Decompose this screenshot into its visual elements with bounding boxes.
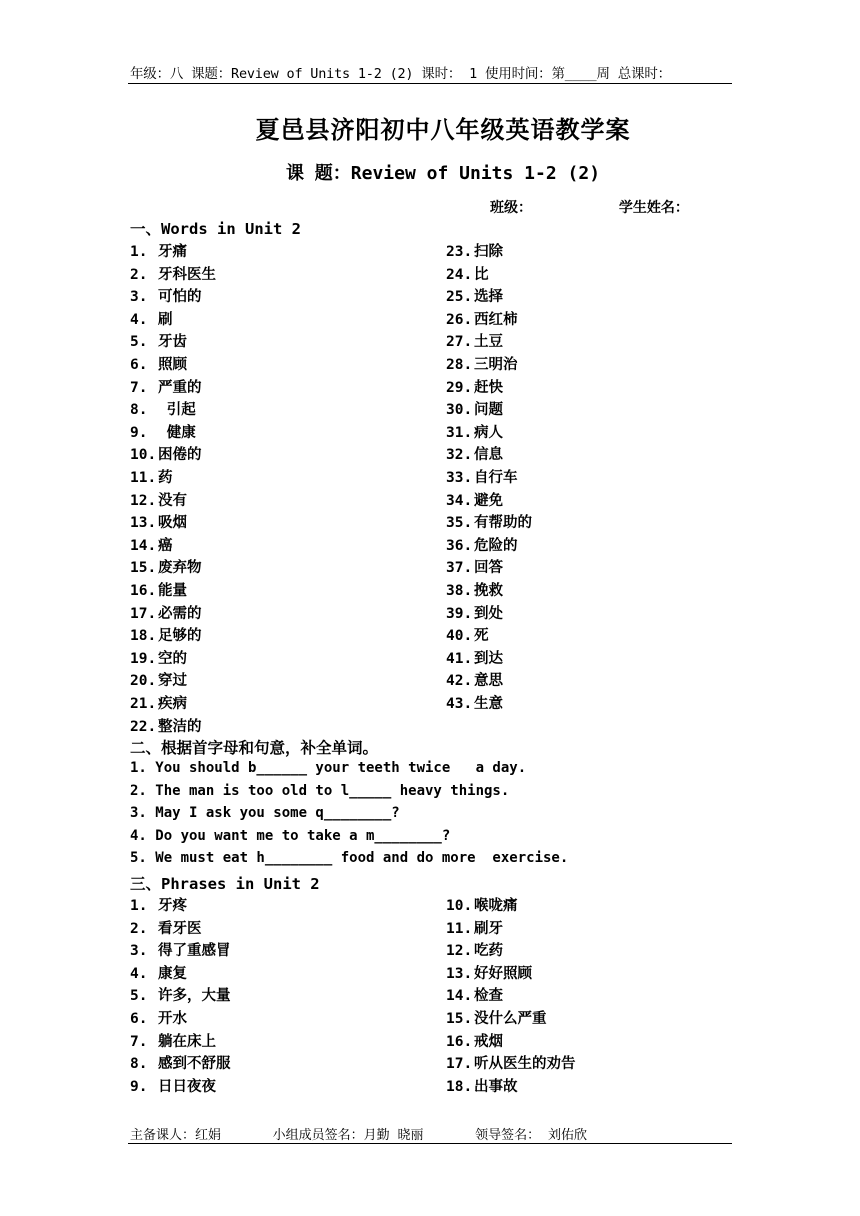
item-text: 危险的 — [474, 537, 518, 554]
list-item — [130, 534, 173, 554]
item-text: 日日夜夜 — [158, 1078, 216, 1095]
item-text: 刷 — [158, 311, 173, 328]
list-item — [130, 917, 202, 937]
footer-divider — [128, 1143, 732, 1144]
item-text: 牙疼 — [158, 898, 187, 914]
item-number: 23. — [446, 244, 473, 260]
list-item — [130, 579, 187, 599]
item-text: 穿过 — [158, 673, 187, 690]
item-text: 回答 — [474, 560, 503, 577]
item-text: 健康 — [158, 424, 196, 441]
item-number: 28. — [446, 357, 473, 373]
list-item — [446, 1007, 547, 1027]
item-number: 9. — [130, 1078, 148, 1095]
item-number: 25. — [446, 289, 473, 306]
item-text: 选择 — [474, 289, 503, 306]
item-text: 牙齿 — [158, 334, 187, 351]
list-item — [446, 398, 503, 418]
list-item — [446, 939, 503, 959]
item-number: 14. — [130, 537, 157, 554]
item-text: 牙痛 — [158, 244, 187, 260]
list-item — [130, 398, 196, 418]
item-text: 赶快 — [474, 379, 503, 396]
item-text: 能量 — [158, 583, 187, 599]
item-text: 癌 — [158, 537, 173, 554]
item-number: 11. — [130, 470, 157, 486]
list-item — [130, 421, 196, 441]
item-text: 牙科医生 — [158, 266, 216, 283]
item-text: 疾病 — [158, 696, 187, 712]
item-number: 1. — [130, 244, 148, 260]
list-item — [130, 376, 202, 396]
item-number: 6. — [130, 357, 148, 373]
item-number: 38. — [446, 583, 473, 599]
item-number: 8. — [130, 1056, 148, 1073]
list-item — [130, 715, 202, 735]
list-item — [130, 353, 187, 373]
class-name-line — [490, 197, 689, 217]
item-number: 3. — [130, 289, 148, 306]
item-text: 三明治 — [474, 357, 518, 373]
item-number: 34. — [446, 492, 473, 509]
item-number: 17. — [446, 1056, 473, 1073]
item-text: 病人 — [474, 424, 503, 441]
item-text: 土豆 — [474, 334, 503, 351]
item-number: 10. — [446, 898, 473, 914]
item-number: 40. — [446, 628, 473, 645]
item-number: 15. — [130, 560, 157, 577]
item-number: 39. — [446, 605, 473, 622]
item-text: 戒烟 — [474, 1033, 503, 1050]
page-footer — [130, 1124, 587, 1143]
item-text: 听从医生的劝告 — [474, 1056, 576, 1073]
item-number: 16. — [130, 583, 157, 599]
list-item — [130, 894, 187, 914]
list-item — [130, 556, 202, 576]
item-number: 42. — [446, 673, 473, 690]
item-number: 29. — [446, 379, 473, 396]
item-number: 26. — [446, 311, 473, 328]
item-number: 43. — [446, 696, 473, 712]
item-number: 11. — [446, 920, 473, 937]
list-item — [130, 263, 216, 283]
student-name-label: 学生姓名： — [618, 200, 689, 216]
list-item — [446, 466, 518, 486]
item-number: 6. — [130, 1011, 148, 1027]
item-number: 37. — [446, 560, 473, 577]
leader-signature: 领导签名： 刘佑欣 — [475, 1128, 587, 1143]
item-number: 2. — [130, 266, 148, 283]
item-number: 15. — [446, 1011, 473, 1027]
item-number: 12. — [446, 943, 473, 960]
list-item — [446, 1030, 503, 1050]
item-text: 死 — [474, 628, 489, 645]
lesson-subtitle: 课 题：Review of Units 1-2 (2) — [285, 163, 601, 184]
item-number: 35. — [446, 515, 473, 532]
list-item — [130, 984, 231, 1004]
list-item — [130, 669, 187, 689]
header-divider — [128, 83, 732, 84]
list-item — [446, 443, 503, 463]
list-item — [130, 443, 202, 463]
fill-in-item: 2. The man is too old to l_____ heavy things. — [130, 782, 510, 799]
item-number: 1. — [130, 898, 148, 914]
item-text: 开水 — [158, 1011, 187, 1027]
list-item — [446, 421, 503, 441]
item-number: 19. — [130, 650, 157, 667]
list-item — [446, 602, 503, 622]
list-item — [446, 894, 518, 914]
item-text: 意思 — [474, 673, 503, 690]
item-text: 到达 — [474, 650, 503, 667]
item-text: 看牙医 — [158, 920, 202, 937]
item-text: 挽救 — [474, 583, 503, 599]
item-number: 9. — [130, 424, 148, 441]
fill-in-item: 3. May I ask you some q________? — [130, 805, 400, 821]
item-number: 10. — [130, 447, 157, 464]
item-number: 7. — [130, 379, 148, 396]
item-number: 4. — [130, 965, 148, 982]
item-text: 生意 — [474, 696, 503, 712]
item-text: 许多，大量 — [158, 988, 231, 1005]
list-item — [130, 285, 202, 305]
item-text: 吃药 — [474, 943, 503, 960]
item-number: 3. — [130, 943, 148, 960]
section-fill-heading: 二、根据首字母和句意，补全单词。 — [130, 739, 379, 757]
preparer-signature: 主备课人：红娟 — [130, 1128, 222, 1143]
section-phrases-heading: 三、Phrases in Unit 2 — [130, 875, 320, 893]
item-text: 喉咙痛 — [474, 898, 518, 914]
list-item — [130, 624, 202, 644]
members-signature: 小组成员签名：月勤 晓丽 — [272, 1128, 424, 1143]
page-header: 年级：八 课题：Review of Units 1-2 (2) 课时： 1 使用时间：第____周 总课时： — [130, 66, 671, 82]
list-item — [446, 917, 503, 937]
item-text: 可怕的 — [158, 289, 202, 306]
item-number: 36. — [446, 537, 473, 554]
item-text: 问题 — [474, 402, 503, 419]
list-item — [130, 647, 187, 667]
list-item — [446, 263, 489, 283]
list-item — [446, 376, 503, 396]
item-number: 7. — [130, 1033, 148, 1050]
item-number: 24. — [446, 266, 473, 283]
item-text: 空的 — [158, 650, 187, 667]
list-item — [130, 602, 202, 622]
list-item — [446, 308, 518, 328]
page-title: 夏邑县济阳初中八年级英语教学案 — [255, 116, 631, 144]
item-text: 检查 — [474, 988, 503, 1005]
fill-in-item: 4. Do you want me to take a m________? — [130, 827, 451, 844]
item-text: 感到不舒服 — [158, 1056, 231, 1073]
item-number: 13. — [446, 965, 473, 982]
list-item — [446, 1075, 518, 1095]
item-text: 废弃物 — [158, 560, 202, 577]
item-number: 31. — [446, 424, 473, 441]
item-text: 得了重感冒 — [158, 943, 231, 960]
list-item — [446, 962, 532, 982]
item-text: 刷牙 — [474, 920, 503, 937]
item-text: 避免 — [474, 492, 503, 509]
item-text: 足够的 — [158, 628, 202, 645]
list-item — [130, 962, 187, 982]
item-number: 18. — [446, 1078, 473, 1095]
item-number: 30. — [446, 402, 473, 419]
item-number: 2. — [130, 920, 148, 937]
item-text: 必需的 — [158, 605, 202, 622]
item-text: 到处 — [474, 605, 503, 622]
list-item — [446, 534, 518, 554]
item-number: 18. — [130, 628, 157, 645]
list-item — [130, 240, 187, 260]
item-text: 扫除 — [474, 244, 503, 260]
list-item — [446, 556, 503, 576]
list-item — [130, 489, 187, 509]
item-text: 康复 — [158, 965, 187, 982]
list-item — [130, 466, 173, 486]
item-number: 12. — [130, 492, 157, 509]
list-item — [446, 285, 503, 305]
item-number: 8. — [130, 402, 148, 419]
item-text: 吸烟 — [158, 515, 187, 532]
item-text: 困倦的 — [158, 447, 202, 464]
item-number: 22. — [130, 718, 157, 735]
list-item — [446, 692, 503, 712]
fill-in-item: 1. You should b______ your teeth twice a day. — [130, 760, 527, 776]
list-item — [446, 647, 503, 667]
list-item — [446, 353, 518, 373]
item-text: 比 — [474, 266, 489, 283]
item-text: 信息 — [474, 447, 503, 464]
item-number: 4. — [130, 311, 148, 328]
item-text: 自行车 — [474, 470, 518, 486]
item-number: 17. — [130, 605, 157, 622]
item-text: 好好照顾 — [474, 965, 532, 982]
class-label: 班级： — [490, 200, 532, 216]
item-text: 药 — [158, 470, 173, 486]
item-number: 16. — [446, 1033, 473, 1050]
list-item — [446, 330, 503, 350]
item-number: 14. — [446, 988, 473, 1005]
list-item — [446, 669, 503, 689]
item-number: 32. — [446, 447, 473, 464]
item-number: 20. — [130, 673, 157, 690]
list-item — [446, 579, 503, 599]
list-item — [130, 939, 231, 959]
item-number: 27. — [446, 334, 473, 351]
item-text: 出事故 — [474, 1078, 518, 1095]
list-item — [130, 692, 187, 712]
item-text: 躺在床上 — [158, 1033, 216, 1050]
item-text: 严重的 — [158, 379, 202, 396]
list-item — [446, 624, 489, 644]
item-text: 没有 — [158, 492, 187, 509]
item-number: 13. — [130, 515, 157, 532]
list-item — [130, 1007, 187, 1027]
list-item — [446, 1052, 576, 1072]
list-item — [446, 240, 503, 260]
item-text: 照顾 — [158, 357, 187, 373]
list-item — [446, 489, 503, 509]
list-item — [130, 1075, 216, 1095]
item-text: 整洁的 — [158, 718, 202, 735]
item-number: 5. — [130, 334, 148, 351]
item-number: 33. — [446, 470, 473, 486]
list-item — [130, 330, 187, 350]
list-item — [130, 308, 173, 328]
item-text: 有帮助的 — [474, 515, 532, 532]
item-number: 5. — [130, 988, 148, 1005]
item-text: 没什么严重 — [474, 1011, 547, 1027]
list-item — [446, 511, 532, 531]
list-item — [446, 984, 503, 1004]
item-text: 引起 — [158, 402, 196, 419]
item-number: 41. — [446, 650, 473, 667]
list-item — [130, 1030, 216, 1050]
list-item — [130, 511, 187, 531]
item-number: 21. — [130, 696, 157, 712]
list-item — [130, 1052, 231, 1072]
fill-in-item: 5. We must eat h________ food and do more exercise. — [130, 850, 569, 866]
item-text: 西红柿 — [474, 311, 518, 328]
section-words-heading: 一、Words in Unit 2 — [130, 220, 301, 238]
